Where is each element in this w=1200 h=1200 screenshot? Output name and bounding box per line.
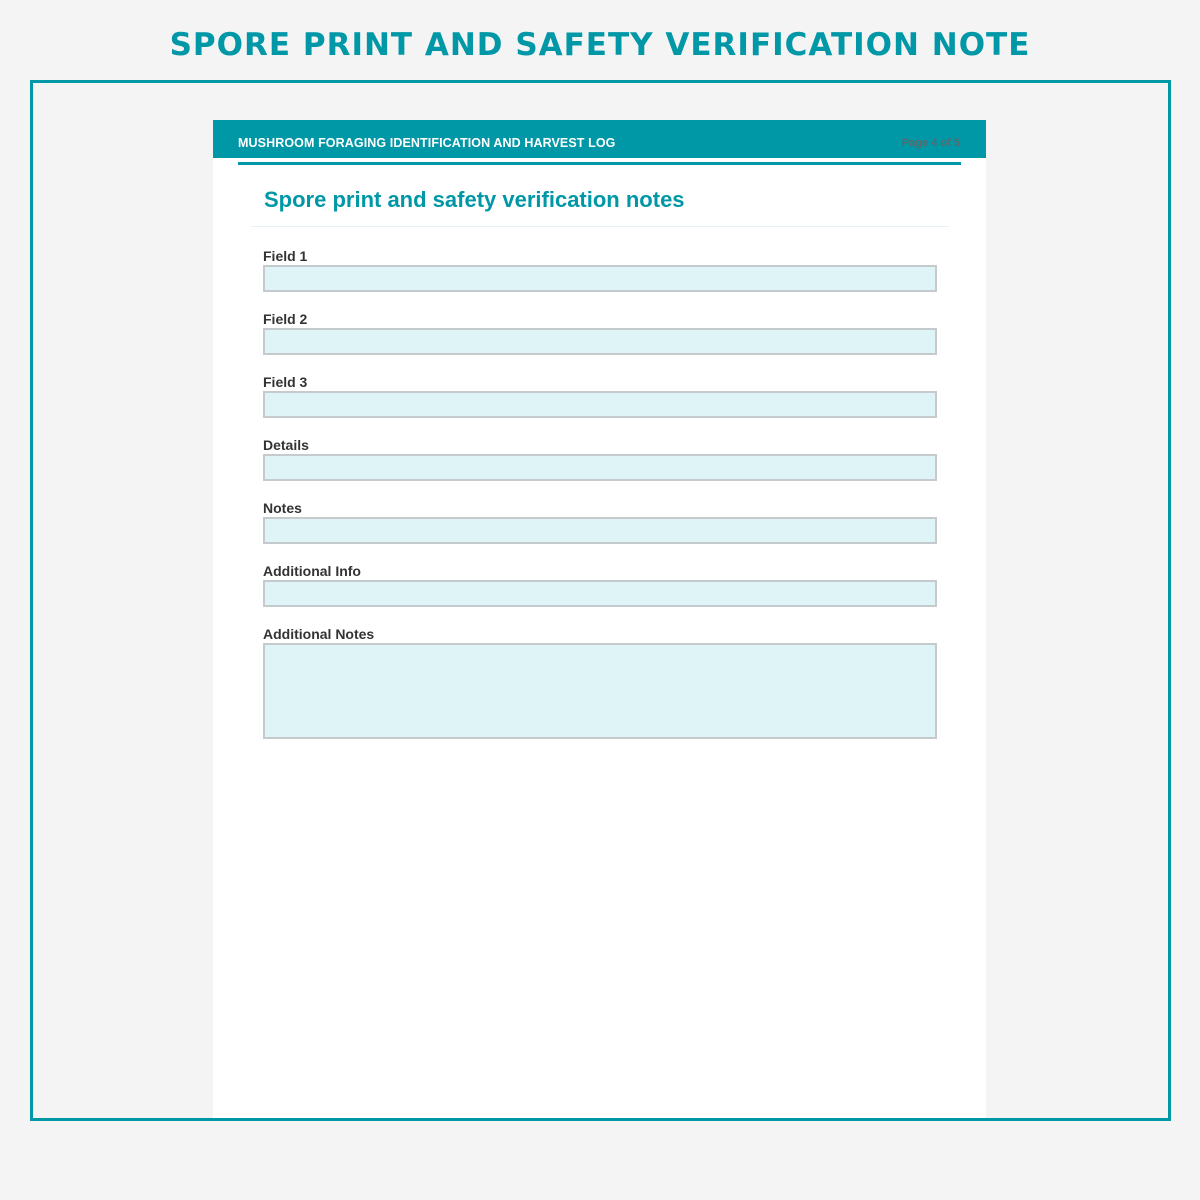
- form-field-1: [263, 247, 937, 292]
- header-divider: [238, 162, 961, 165]
- details-input[interactable]: [263, 454, 937, 481]
- notes-input[interactable]: [263, 517, 937, 544]
- section-title: Spore print and safety verification notes: [264, 187, 685, 212]
- additional-info-input[interactable]: [263, 580, 937, 607]
- page-number: Page 4 of 5: [901, 137, 960, 149]
- document-title: MUSHROOM FORAGING IDENTIFICATION AND HARVEST LOG: [238, 136, 616, 150]
- form-field-details: [263, 436, 937, 481]
- field-label: Field 3: [263, 374, 308, 390]
- field-2-input[interactable]: [263, 328, 937, 355]
- field-label: Field 2: [263, 311, 308, 327]
- form-field-additional-info: [263, 562, 937, 607]
- form-field-2: [263, 310, 937, 355]
- form-field-3: [263, 373, 937, 418]
- field-label: Notes: [263, 500, 302, 516]
- document-viewer-frame: [30, 80, 1171, 1121]
- form-field-notes: [263, 499, 937, 544]
- section-divider: [251, 226, 949, 227]
- document-page: [213, 120, 986, 1121]
- additional-notes-textarea[interactable]: [263, 643, 937, 739]
- form-field-additional-notes: [263, 625, 937, 739]
- field-label: Additional Notes: [263, 626, 375, 642]
- field-1-input[interactable]: [263, 265, 937, 292]
- field-label: Additional Info: [263, 563, 361, 579]
- field-label: Details: [263, 437, 309, 453]
- field-label: Field 1: [263, 248, 308, 264]
- page-header: [213, 120, 986, 158]
- field-3-input[interactable]: [263, 391, 937, 418]
- banner-title: SPORE PRINT AND SAFETY VERIFICATION NOTE: [169, 27, 1031, 63]
